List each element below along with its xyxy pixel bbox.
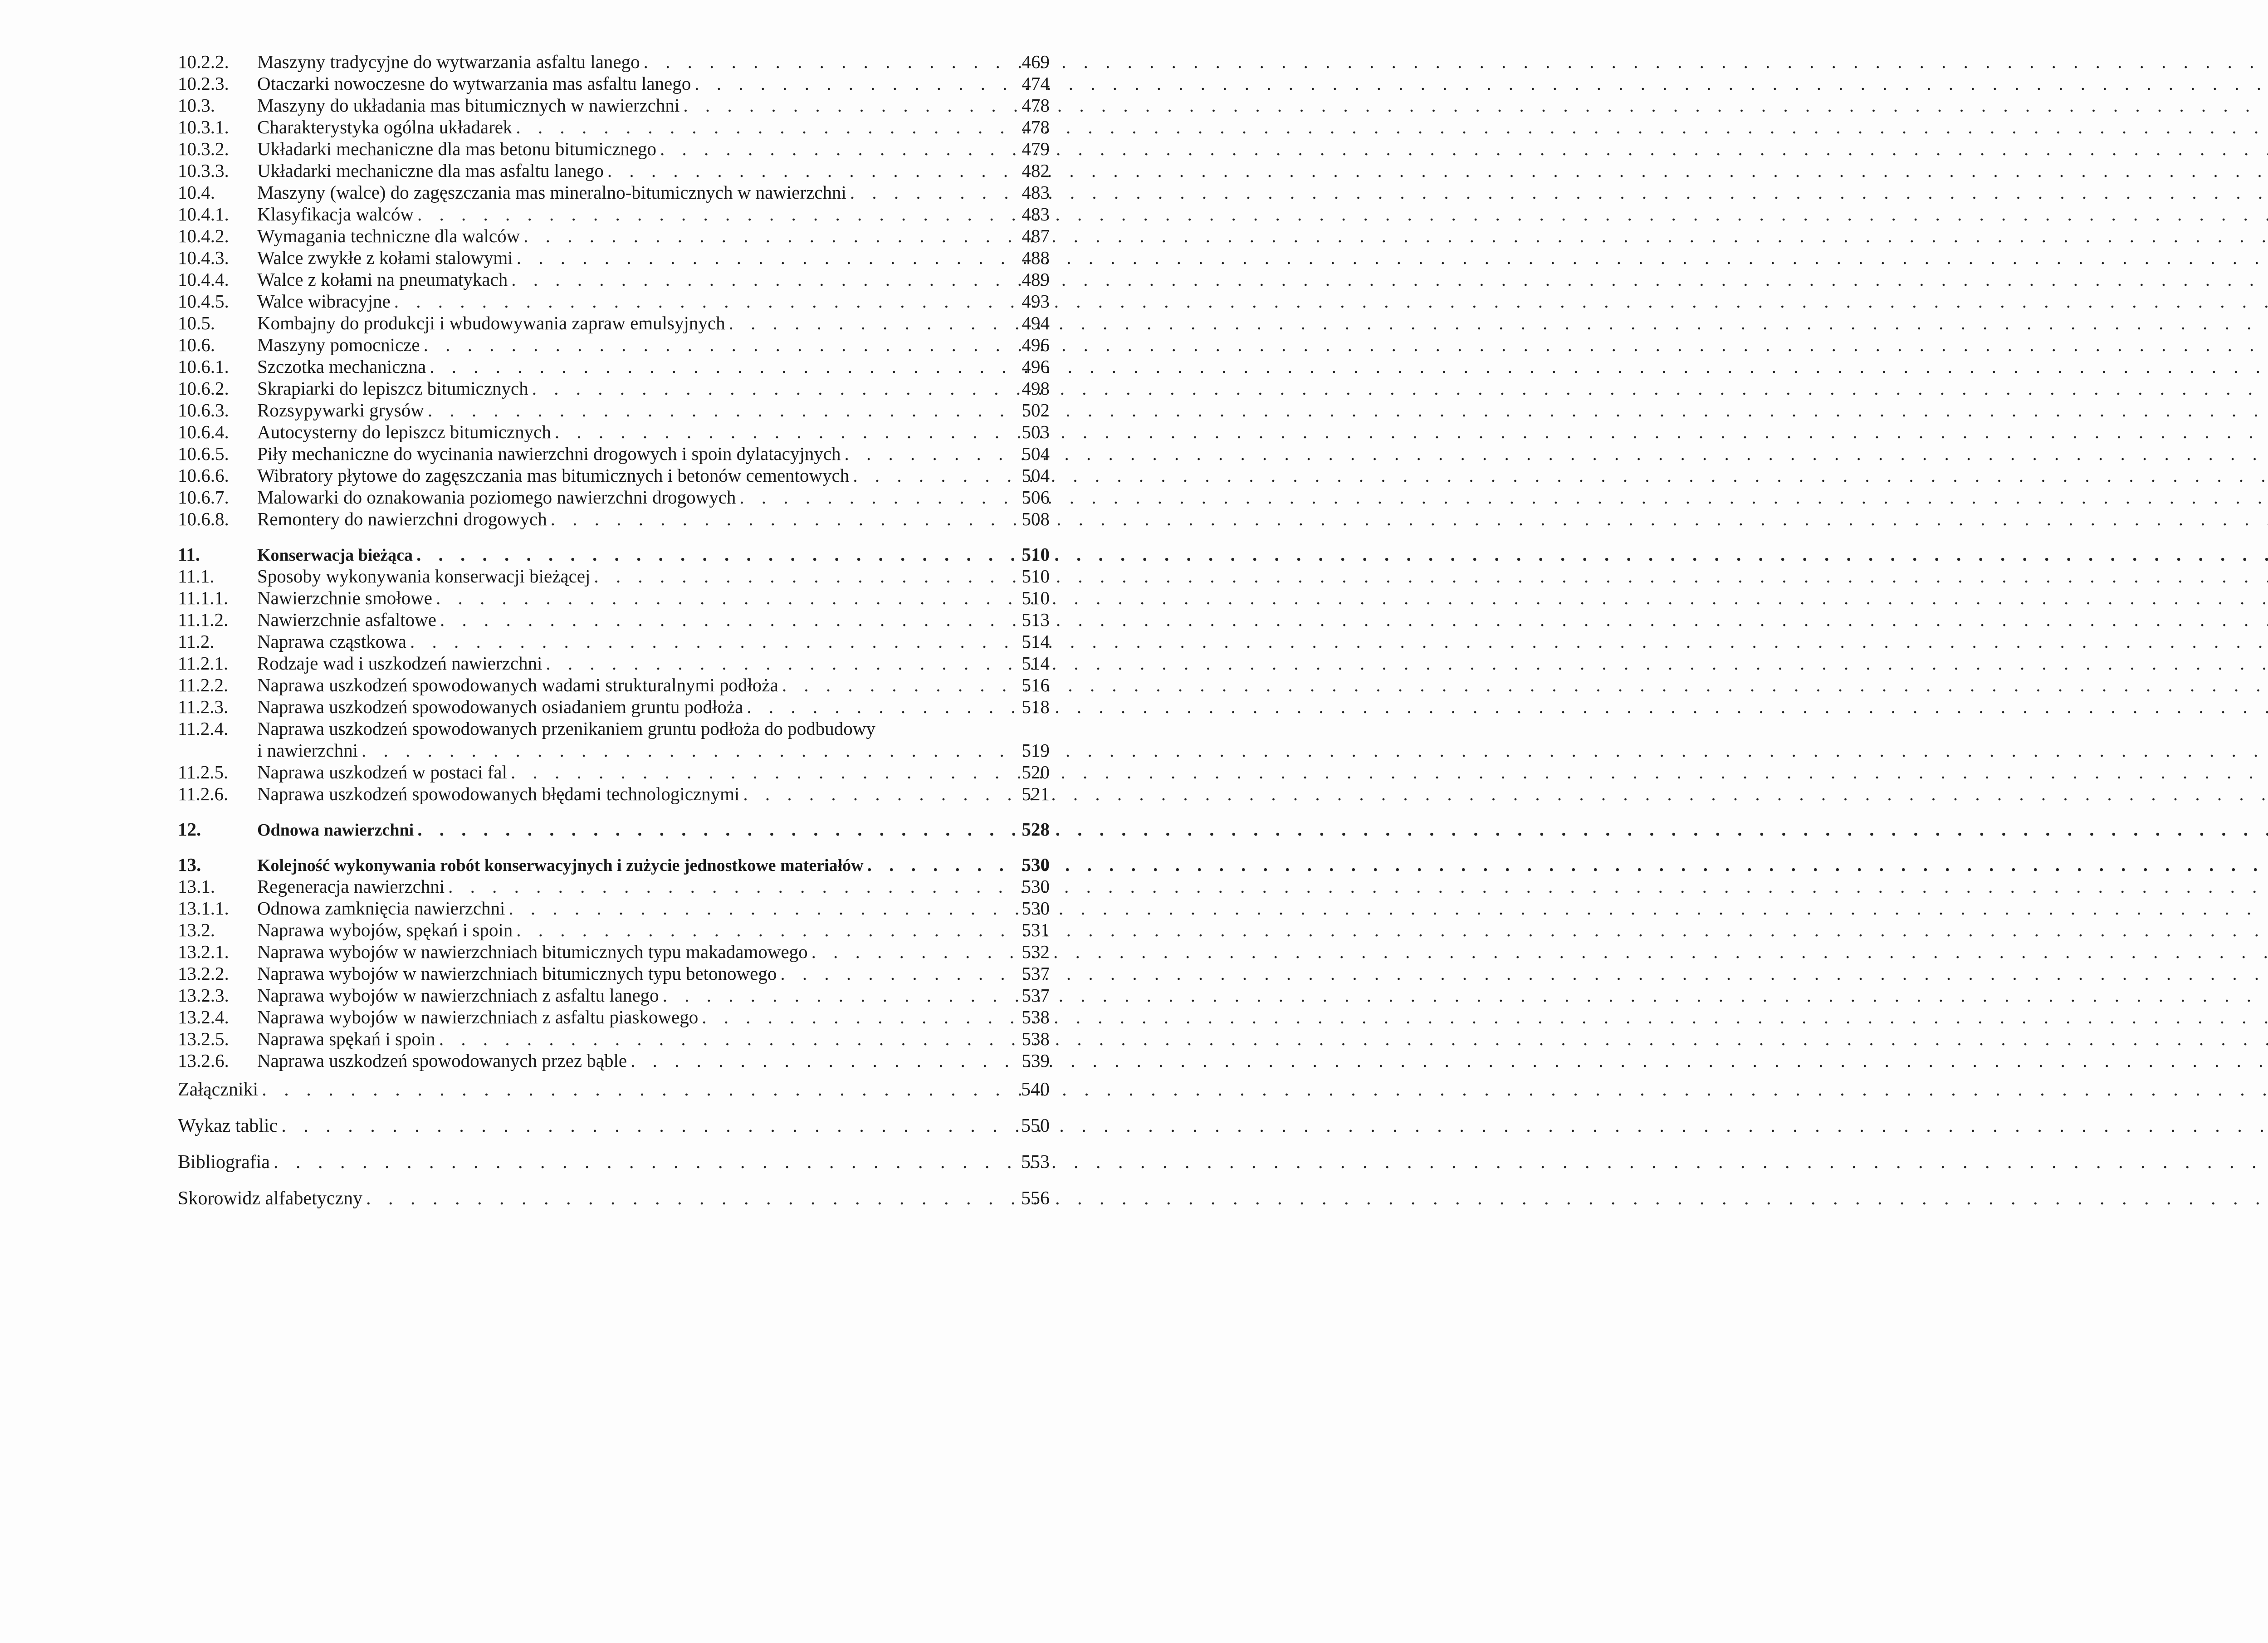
entry-number: 10.4. — [178, 182, 215, 203]
toc-entry — [178, 1006, 1050, 1028]
entry-page: 506 — [1022, 487, 1050, 508]
entry-title: Maszyny (walce) do zagęszczania mas mineralno-bitumicznych w nawierzchni — [257, 182, 846, 203]
entry-page: 519 — [1022, 740, 1050, 761]
toc-appendix — [178, 1144, 1050, 1180]
toc-entry — [178, 783, 1050, 805]
leader-dots — [439, 1028, 1012, 1050]
entry-number: 10.3. — [178, 95, 215, 116]
entry-title: Maszyny tradycyjne do wytwarzania asfaltu lanego — [257, 51, 640, 72]
entry-title: Charakterystyka ogólna układarek — [257, 117, 513, 137]
leader-dots — [424, 334, 1012, 356]
leader-dots — [532, 377, 1012, 399]
entry-title: Naprawa wybojów, spękań i spoin — [257, 919, 513, 940]
entry-title: Naprawa wybojów w nawierzchniach bitumicznych typu makadamowego — [257, 941, 808, 962]
chapter-title: Kolejność wykonywania robót konserwacyjnych i zużycie jednostkowe materiałów — [257, 856, 864, 875]
entry-page: 469 — [1022, 51, 1050, 72]
entry-number: 10.4.3. — [178, 247, 229, 268]
entry-page: 520 — [1022, 762, 1050, 782]
leader-dots — [508, 897, 1012, 919]
toc-entry — [178, 875, 1050, 897]
toc-entry — [178, 761, 1050, 783]
entry-title: Piły mechaniczne do wycinania nawierzchni drogowych i spoin dylatacyjnych — [257, 443, 841, 464]
toc-entry — [178, 718, 1050, 739]
leader-dots — [729, 312, 1012, 334]
entry-title: Kombajny do produkcji i wbudowywania zapraw emulsyjnych — [257, 313, 725, 333]
entry-title: Rozsypywarki grysów — [257, 400, 424, 421]
entry-title: Sposoby wykonywania konserwacji bieżącej — [257, 566, 591, 587]
entry-number: 10.4.5. — [178, 291, 229, 312]
entry-title-line2: i nawierzchni — [257, 740, 358, 761]
entry-title: Naprawa wybojów w nawierzchniach z asfaltu lanego — [257, 985, 659, 1006]
entry-page: 502 — [1022, 400, 1050, 421]
entry-number: 10.6.8. — [178, 509, 229, 529]
toc-appendix — [178, 1108, 1050, 1144]
table-of-contents — [178, 51, 1050, 1217]
entry-page: 488 — [1022, 247, 1050, 268]
toc-entry-continuation — [178, 739, 1050, 761]
entry-title: Autocysterny do lepiszcz bitumicznych — [257, 421, 551, 442]
leader-dots — [511, 761, 1012, 783]
entry-page: 508 — [1022, 509, 1050, 529]
entry-page: 479 — [1022, 138, 1050, 159]
leader-dots — [281, 1108, 1012, 1144]
entry-page: 489 — [1022, 269, 1050, 290]
toc-entry — [178, 138, 1050, 160]
toc-entry — [178, 919, 1050, 941]
entry-number: 11.2.5. — [178, 762, 229, 782]
entry-page: 478 — [1022, 95, 1050, 116]
entry-number: 11.2.6. — [178, 783, 229, 804]
entry-page: 483 — [1022, 182, 1050, 203]
toc-chapter — [178, 543, 1050, 565]
entry-number: 10.6.1. — [178, 356, 229, 377]
entry-number: 10.3.2. — [178, 138, 229, 159]
toc-entry — [178, 290, 1050, 312]
leader-dots — [410, 631, 1012, 652]
leader-dots — [850, 181, 1012, 203]
toc-entry — [178, 312, 1050, 334]
entry-title: Otaczarki nowoczesne do wytwarzania mas asfaltu lanego — [257, 73, 691, 94]
toc-entry — [178, 203, 1050, 225]
entry-number: 10.6.2. — [178, 378, 229, 399]
toc-entry — [178, 421, 1050, 443]
toc-entry — [178, 609, 1050, 631]
leader-dots — [782, 674, 1012, 696]
entry-page: 513 — [1022, 609, 1050, 630]
entry-title: Walce z kołami na pneumatykach — [257, 269, 508, 290]
entry-number: 11.2.1. — [178, 653, 229, 674]
appendix-title: Bibliografia — [178, 1152, 270, 1173]
entry-page: 504 — [1022, 443, 1050, 464]
leader-dots — [702, 1006, 1012, 1028]
appendix-title: Załączniki — [178, 1079, 259, 1100]
leader-dots — [430, 356, 1012, 377]
leader-dots — [511, 269, 1012, 290]
toc-entry — [178, 465, 1050, 486]
entry-number: 10.6.5. — [178, 443, 229, 464]
appendix-title: Wykaz tablic — [178, 1115, 278, 1136]
leader-dots — [853, 465, 1012, 486]
entry-title-line1: Naprawa uszkodzeń spowodowanych przenikaniem gruntu podłoża do podbudowy — [257, 718, 875, 739]
leader-dots — [448, 875, 1012, 897]
leader-dots — [845, 443, 1012, 465]
toc-entry — [178, 486, 1050, 508]
entry-title: Szczotka mechaniczna — [257, 356, 426, 377]
entry-title: Odnowa zamknięcia nawierzchni — [257, 898, 505, 919]
entry-title: Naprawa uszkodzeń spowodowanych wadami strukturalnymi podłoża — [257, 675, 778, 695]
entry-number: 11.1.2. — [178, 609, 229, 630]
entry-title: Skrapiarki do lepiszcz bitumicznych — [257, 378, 528, 399]
entry-title: Regeneracja nawierzchni — [257, 876, 445, 897]
leader-dots — [644, 51, 1012, 73]
entry-number: 10.6.7. — [178, 487, 229, 508]
entry-number: 13.2.1. — [178, 941, 229, 962]
toc-entry — [178, 652, 1050, 674]
entry-page: 537 — [1022, 985, 1050, 1006]
entry-number: 13.1.1. — [178, 898, 229, 919]
entry-title: Wibratory płytowe do zagęszczania mas bitumicznych i betonów cementowych — [257, 465, 850, 486]
leader-dots — [743, 783, 1012, 805]
entry-page: 474 — [1022, 73, 1050, 94]
leader-dots — [362, 739, 1012, 761]
entry-number: 10.3.1. — [178, 117, 229, 137]
toc-chapter — [178, 854, 1050, 875]
entry-page: 496 — [1022, 334, 1050, 355]
entry-title: Walce wibracyjne — [257, 291, 391, 312]
toc-entry — [178, 696, 1050, 718]
toc-entry — [178, 94, 1050, 116]
toc-entry — [178, 984, 1050, 1006]
toc-entry — [178, 399, 1050, 421]
toc-entry — [178, 225, 1050, 247]
entry-title: Klasyfikacja walców — [257, 204, 414, 225]
entry-page: 514 — [1022, 631, 1050, 652]
entry-number: 10.2.3. — [178, 73, 229, 94]
leader-dots — [811, 941, 1012, 963]
entry-number: 11.2. — [178, 631, 215, 652]
entry-number: 13.2.2. — [178, 963, 229, 984]
entry-title: Remontery do nawierzchni drogowych — [257, 509, 547, 529]
entry-title: Malowarki do oznakowania poziomego nawierzchni drogowych — [257, 487, 736, 508]
entry-number: 13.2.3. — [178, 985, 229, 1006]
entry-title: Naprawa uszkodzeń spowodowanych osiadaniem gruntu podłoża — [257, 696, 743, 717]
entry-title: Nawierzchnie asfaltowe — [257, 609, 436, 630]
leader-dots — [739, 486, 1012, 508]
leader-dots — [436, 587, 1012, 609]
entry-number: 10.4.4. — [178, 269, 229, 290]
entry-number: 13.2.6. — [178, 1050, 229, 1071]
entry-page: 531 — [1022, 919, 1050, 940]
entry-title: Maszyny pomocnicze — [257, 334, 420, 355]
chapter-number: 12. — [178, 819, 201, 840]
chapter-page: 530 — [1022, 854, 1050, 875]
entry-page: 539 — [1022, 1050, 1050, 1071]
entry-title: Wymagania techniczne dla walców — [257, 225, 520, 246]
toc-entry — [178, 897, 1050, 919]
leader-dots — [274, 1144, 1012, 1180]
entry-number: 11.2.4. — [178, 718, 229, 739]
toc-entry — [178, 508, 1050, 530]
toc-entry — [178, 587, 1050, 609]
entry-title: Naprawa uszkodzeń w postaci fal — [257, 762, 507, 782]
leader-dots — [551, 508, 1012, 530]
entry-title: Nawierzchnie smołowe — [257, 587, 432, 608]
entry-page: 498 — [1022, 378, 1050, 399]
entry-number: 10.4.2. — [178, 225, 229, 246]
toc-entry — [178, 356, 1050, 377]
entry-title: Układarki mechaniczne dla mas asfaltu lanego — [257, 160, 604, 181]
leader-dots — [394, 290, 1012, 312]
entry-page: 518 — [1022, 696, 1050, 717]
toc-entry — [178, 181, 1050, 203]
entry-number: 11.1. — [178, 566, 215, 587]
entry-title: Naprawa cząstkowa — [257, 631, 406, 652]
leader-dots — [594, 565, 1012, 587]
entry-number: 10.5. — [178, 313, 215, 333]
leader-dots — [546, 652, 1012, 674]
entry-page: 532 — [1022, 941, 1050, 962]
chapter-number: 13. — [178, 854, 201, 875]
entry-page: 530 — [1022, 876, 1050, 897]
entry-number: 10.4.1. — [178, 204, 229, 225]
entry-title: Naprawa wybojów w nawierzchniach z asfaltu piaskowego — [257, 1007, 699, 1027]
entry-title: Naprawa uszkodzeń spowodowanych przez bąble — [257, 1050, 627, 1071]
appendix-page: 553 — [1021, 1152, 1050, 1173]
toc-entry — [178, 334, 1050, 356]
entry-page: 478 — [1022, 117, 1050, 137]
entry-page: 538 — [1022, 1028, 1050, 1049]
toc-chapter — [178, 818, 1050, 840]
toc-entry — [178, 963, 1050, 984]
entry-page: 521 — [1022, 783, 1050, 804]
leader-dots — [428, 399, 1012, 421]
entry-page: 510 — [1022, 566, 1050, 587]
entry-number: 11.2.3. — [178, 696, 229, 717]
entry-number: 10.6.6. — [178, 465, 229, 486]
entry-title: Rodzaje wad i uszkodzeń nawierzchni — [257, 653, 543, 674]
leader-dots — [262, 1071, 1012, 1108]
entry-page: 493 — [1022, 291, 1050, 312]
entry-page: 494 — [1022, 313, 1050, 333]
entry-page: 537 — [1022, 963, 1050, 984]
entry-title: Naprawa spękań i spoin — [257, 1028, 435, 1049]
leader-dots — [780, 963, 1012, 984]
entry-page: 503 — [1022, 421, 1050, 442]
leader-dots — [660, 138, 1012, 160]
leader-dots — [555, 421, 1012, 443]
entry-page: 504 — [1022, 465, 1050, 486]
toc-entry — [178, 565, 1050, 587]
toc-entry — [178, 377, 1050, 399]
entry-number: 10.2.2. — [178, 51, 229, 72]
entry-page: 510 — [1022, 587, 1050, 608]
entry-page: 530 — [1022, 898, 1050, 919]
book-page — [0, 0, 1093, 1643]
leader-dots — [523, 225, 1012, 247]
leader-dots — [440, 609, 1012, 631]
toc-entry — [178, 160, 1050, 181]
toc-entry — [178, 1050, 1050, 1071]
leader-dots — [417, 818, 1012, 840]
leader-dots — [867, 854, 1012, 875]
leader-dots — [747, 696, 1012, 718]
entry-page: 514 — [1022, 653, 1050, 674]
entry-number: 13.1. — [178, 876, 215, 897]
toc-appendix — [178, 1071, 1050, 1108]
leader-dots — [607, 160, 1012, 181]
entry-number: 10.6.4. — [178, 421, 229, 442]
leader-dots — [516, 919, 1012, 941]
toc-entry — [178, 941, 1050, 963]
chapter-page: 528 — [1022, 819, 1050, 840]
leader-dots — [516, 116, 1012, 138]
entry-title: Naprawa uszkodzeń spowodowanych błędami technologicznymi — [257, 783, 740, 804]
toc-entry — [178, 116, 1050, 138]
entry-page: 483 — [1022, 204, 1050, 225]
entry-page: 496 — [1022, 356, 1050, 377]
appendix-page: 550 — [1021, 1115, 1050, 1136]
leader-dots — [517, 247, 1012, 269]
entry-number: 13.2. — [178, 919, 215, 940]
toc-entry — [178, 73, 1050, 94]
entry-page: 487 — [1022, 225, 1050, 246]
leader-dots — [366, 1180, 1012, 1217]
appendix-page: 556 — [1021, 1188, 1050, 1209]
toc-entry — [178, 631, 1050, 652]
entry-number: 10.3.3. — [178, 160, 229, 181]
leader-dots — [631, 1050, 1012, 1071]
entry-number: 10.6. — [178, 334, 215, 355]
appendix-page: 540 — [1021, 1079, 1050, 1100]
chapter-title: Konserwacja bieżąca — [257, 546, 413, 565]
entry-number: 13.2.4. — [178, 1007, 229, 1027]
entry-page: 538 — [1022, 1007, 1050, 1027]
entry-number: 11.1.1. — [178, 587, 229, 608]
entry-title: Walce zwykłe z kołami stalowymi — [257, 247, 513, 268]
appendix-title: Skorowidz alfabetyczny — [178, 1188, 363, 1209]
chapter-title: Odnowa nawierzchni — [257, 821, 414, 840]
toc-appendix — [178, 1180, 1050, 1217]
leader-dots — [683, 94, 1012, 116]
chapter-number: 11. — [178, 544, 200, 565]
entry-page: 516 — [1022, 675, 1050, 695]
toc-entry — [178, 247, 1050, 269]
toc-entry — [178, 269, 1050, 290]
entry-title: Maszyny do układania mas bitumicznych w nawierzchni — [257, 95, 680, 116]
toc-entry — [178, 674, 1050, 696]
leader-dots — [663, 984, 1012, 1006]
entry-title: Układarki mechaniczne dla mas betonu bitumicznego — [257, 138, 657, 159]
toc-entry — [178, 443, 1050, 465]
toc-entry — [178, 1028, 1050, 1050]
entry-title: Naprawa wybojów w nawierzchniach bitumicznych typu betonowego — [257, 963, 777, 984]
leader-dots — [694, 73, 1012, 94]
leader-dots — [416, 543, 1012, 565]
chapter-page: 510 — [1022, 544, 1050, 565]
leader-dots — [417, 203, 1012, 225]
entry-page: 482 — [1022, 160, 1050, 181]
entry-number: 10.6.3. — [178, 400, 229, 421]
toc-entry — [178, 51, 1050, 73]
entry-number: 11.2.2. — [178, 675, 229, 695]
entry-number: 13.2.5. — [178, 1028, 229, 1049]
